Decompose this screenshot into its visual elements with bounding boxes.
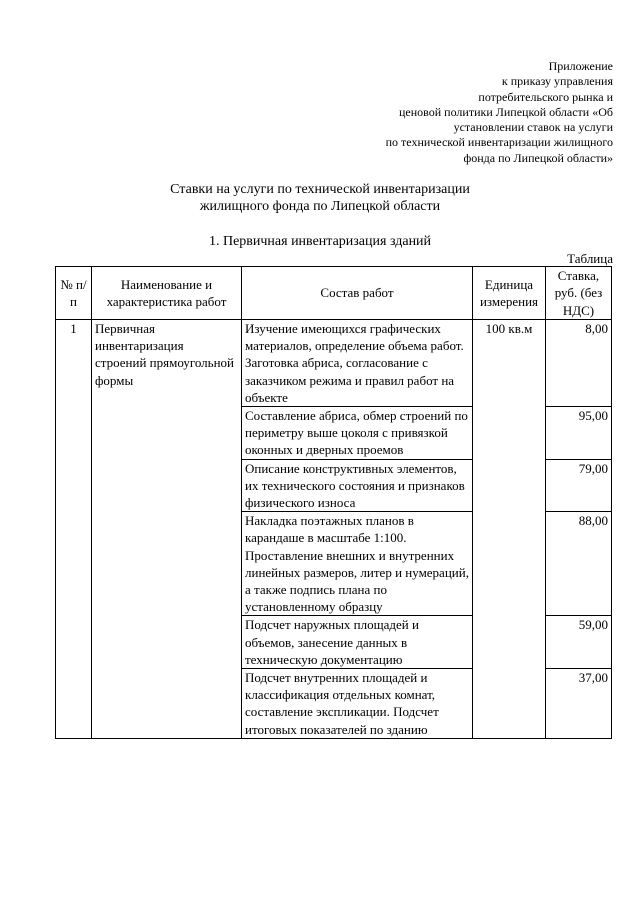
- appendix-line: Приложение: [548, 59, 613, 73]
- title-line-1: Ставки на услуги по технической инвентаризации: [170, 182, 470, 197]
- work-cell: Подсчет внутренних площадей и классификация отдельных комнат, составление экспликации. Подсчет итоговых показателей по зданию: [242, 669, 473, 739]
- work-cell: Изучение имеющихся графических материалов, определение объема работ. Заготовка абриса, согласование с заказчиком режима и правил работ на объекте: [242, 320, 473, 407]
- header-name: Наименование и характеристика работ: [92, 267, 242, 320]
- section-heading: 1. Первичная инвентаризация зданий: [208, 234, 432, 249]
- row-name: Первичная инвентаризация строений прямоугольной формы: [92, 320, 242, 739]
- rates-table: [55, 266, 612, 739]
- appendix-line: установлении ставок на услуги: [453, 120, 613, 135]
- appendix-header: [313, 59, 613, 166]
- appendix-line: по технической инвентаризации жилищного: [385, 135, 613, 150]
- rate-cell: 59,00: [546, 616, 612, 669]
- rate-cell: 8,00: [546, 320, 612, 407]
- rate-cell: 37,00: [546, 669, 612, 739]
- title-line-2: жилищного фонда по Липецкой области: [199, 199, 441, 214]
- table-label: Таблица: [567, 251, 613, 266]
- header-work: Состав работ: [242, 267, 473, 320]
- row-unit: 100 кв.м: [473, 320, 546, 739]
- document-title: [0, 181, 640, 215]
- work-cell: Составление абриса, обмер строений по периметру выше цоколя с привязкой оконных и дверных проемов: [242, 407, 473, 460]
- header-rate: Ставка, руб. (без НДС): [546, 267, 612, 320]
- header-num: № п/п: [56, 267, 92, 320]
- header-unit: Единица измерения: [473, 267, 546, 320]
- appendix-line: к приказу управления: [501, 74, 613, 89]
- appendix-line: потребительского рынка и: [478, 89, 613, 104]
- work-cell: Накладка поэтажных планов в карандаше в масштабе 1:100. Проставление внешних и внутренних линейных размеров, литер и нумераций, а также подпись плана по установленному образцу: [242, 512, 473, 616]
- appendix-line: ценовой политики Липецкой области «Об: [398, 104, 613, 119]
- work-cell: Подсчет наружных площадей и объемов, занесение данных в техническую документацию: [242, 616, 473, 669]
- row-num: 1: [56, 320, 92, 739]
- table-row: [56, 320, 612, 407]
- table-header-row: [56, 267, 612, 320]
- rate-cell: 88,00: [546, 512, 612, 616]
- rate-cell: 95,00: [546, 407, 612, 460]
- appendix-line: фонда по Липецкой области»: [463, 150, 613, 165]
- rate-cell: 79,00: [546, 459, 612, 512]
- work-cell: Описание конструктивных элементов, их технического состояния и признаков физического износа: [242, 459, 473, 512]
